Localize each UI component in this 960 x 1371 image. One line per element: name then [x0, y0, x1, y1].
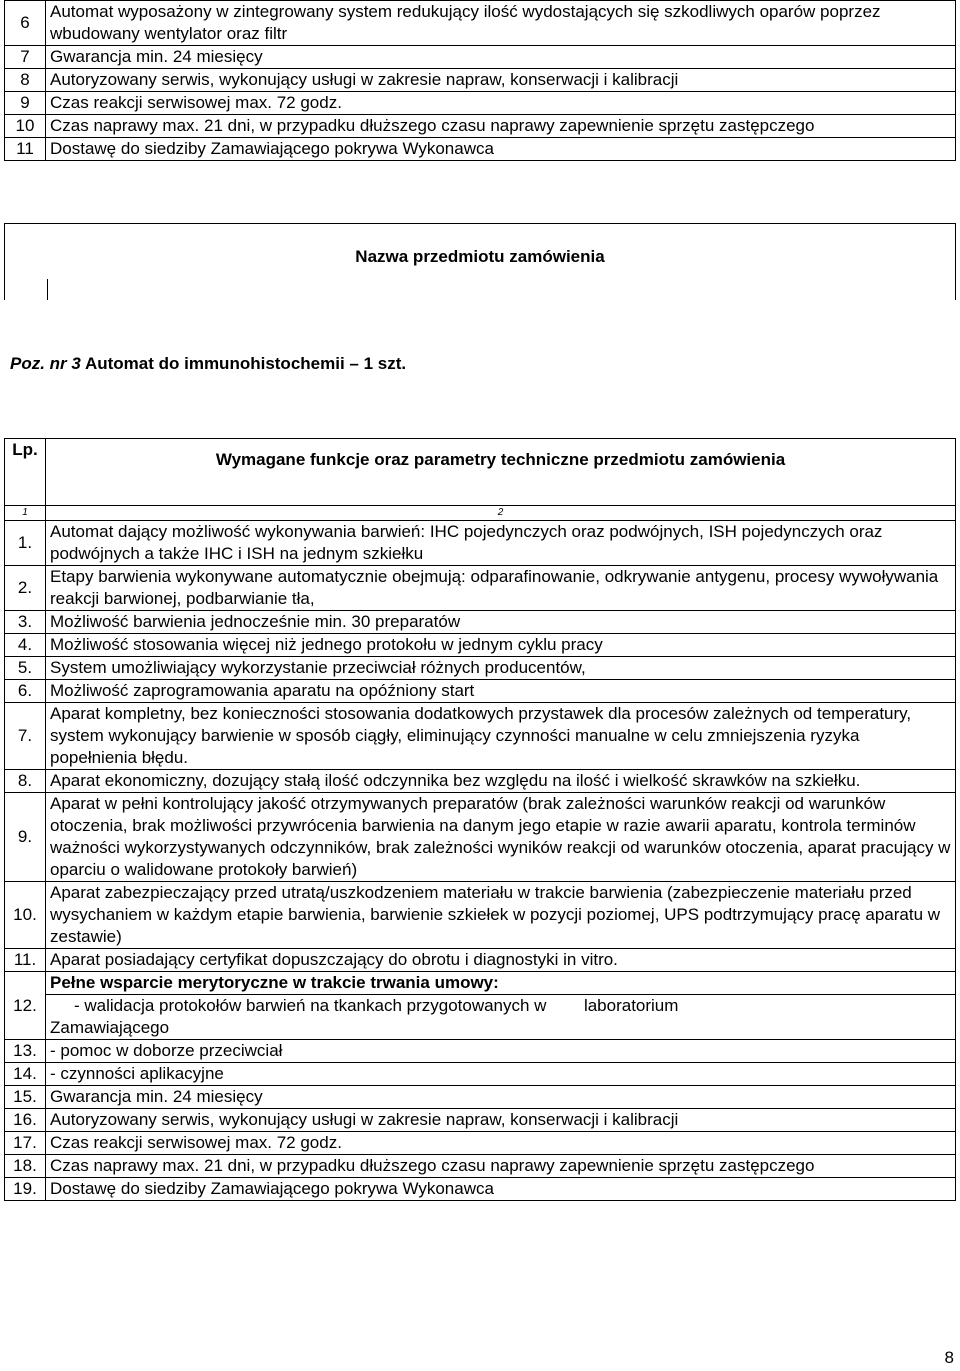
row-text: Autoryzowany serwis, wykonujący usługi w zakresie napraw, konserwacji i kalibracji	[46, 69, 956, 92]
position-title	[10, 353, 406, 375]
table-row	[5, 1040, 956, 1063]
row-number: 6	[5, 1, 46, 46]
top-table-body	[5, 1, 956, 161]
header-description: Wymagane funkcje oraz parametry techniczne przedmiotu zamówienia	[46, 439, 956, 506]
subject-heading-box	[4, 223, 956, 300]
row-text: System umożliwiający wykorzystanie przeciwciał różnych producentów,	[46, 657, 956, 680]
table-row	[5, 611, 956, 634]
row-text: Możliwość barwienia jednocześnie min. 30 preparatów	[46, 611, 956, 634]
requirements-table-continued	[4, 0, 956, 161]
row-text: Czas reakcji serwisowej max. 72 godz.	[46, 92, 956, 115]
row-text: Autoryzowany serwis, wykonujący usługi w zakresie napraw, konserwacji i kalibracji	[46, 1109, 956, 1132]
row-number: 4.	[5, 634, 46, 657]
table-row	[5, 566, 956, 611]
table-row	[5, 1155, 956, 1178]
row-text: Dostawę do siedziby Zamawiającego pokrywa Wykonawca	[46, 1178, 956, 1201]
row-text: Automat dający możliwość wykonywania barwień: IHC pojedynczych oraz podwójnych, ISH pojedynczych oraz podwójnych a także IHC i ISH na jednym szkiełku	[46, 521, 956, 566]
row-number: 8	[5, 69, 46, 92]
row-number: 9	[5, 92, 46, 115]
row12-text-c: Zamawiającego	[50, 1018, 170, 1037]
table-row	[5, 995, 956, 1040]
column-index-1: 1	[5, 506, 46, 521]
table-row	[5, 92, 956, 115]
row-text: Czas naprawy max. 21 dni, w przypadku dłuższego czasu naprawy zapewnienie sprzętu zastępczego	[46, 115, 956, 138]
table-row	[5, 69, 956, 92]
row-text: Aparat ekonomiczny, dozujący stałą ilość odczynnika bez względu na ilość i wielkość skrawków na szkiełku.	[46, 770, 956, 793]
table-row	[5, 1086, 956, 1109]
row-number: 8.	[5, 770, 46, 793]
table-row	[5, 793, 956, 882]
row-number: 13.	[5, 1040, 46, 1063]
row-text: Czas naprawy max. 21 dni, w przypadku dłuższego czasu naprawy zapewnienie sprzętu zastępczego	[46, 1155, 956, 1178]
row-number: 14.	[5, 1063, 46, 1086]
row-text: Aparat kompletny, bez konieczności stosowania dodatkowych przystawek dla procesów zależnych od temperatury, system wykonujący barwienie w sposób ciągły, eliminujący czynności manualne w celu zmniejszenia ryzyka popełnienia błędu.	[46, 703, 956, 770]
table-row	[5, 115, 956, 138]
row-text: Etapy barwienia wykonywane automatycznie obejmują: odparafinowanie, odkrywanie antygenu, procesy wywoływania reakcji barwionej, podbarwianie tła,	[46, 566, 956, 611]
header-lp: Lp.	[5, 439, 46, 506]
row-text: Dostawę do siedziby Zamawiającego pokrywa Wykonawca	[46, 138, 956, 161]
row-text: - czynności aplikacyjne	[46, 1063, 956, 1086]
table-row	[5, 657, 956, 680]
page-number: 8	[944, 1348, 954, 1367]
table-row	[5, 1, 956, 46]
row-number: 3.	[5, 611, 46, 634]
table-row	[5, 1109, 956, 1132]
row-text: Automat wyposażony w zintegrowany system redukujący ilość wydostających się szkodliwych oparów poprzez wbudowany wentylator oraz filtr	[46, 1, 956, 46]
support-heading: Pełne wsparcie merytoryczne w trakcie trwania umowy:	[46, 972, 956, 995]
table-row	[5, 1132, 956, 1155]
table-row	[5, 521, 956, 566]
table-row	[5, 680, 956, 703]
row-number: 16.	[5, 1109, 46, 1132]
table-header-row	[5, 439, 956, 506]
row-text	[46, 995, 956, 1040]
position-prefix: Poz. nr 3	[10, 354, 81, 373]
column-index-row	[5, 506, 956, 521]
row-text: Aparat w pełni kontrolujący jakość otrzymywanych preparatów (brak zależności warunków reakcji od warunków otoczenia, brak możliwości przywrócenia barwienia na danym jego etapie w razie awarii aparatu, kontrola terminów ważności wykorzystywanych odczynników, brak zależności wyników reakcji od warunków otoczenia, aparat pracujący w oparciu o walidowane protokoły barwień)	[46, 793, 956, 882]
row12-text-b: laboratorium	[583, 996, 679, 1015]
row-number: 7	[5, 46, 46, 69]
row-number: 1.	[5, 521, 46, 566]
row-number: 11.	[5, 949, 46, 972]
table-row	[5, 770, 956, 793]
row-number: 11	[5, 138, 46, 161]
row-text: Aparat posiadający certyfikat dopuszczający do obrotu i diagnostyki in vitro.	[46, 949, 956, 972]
row-number: 17.	[5, 1132, 46, 1155]
table-row	[5, 634, 956, 657]
row-text: Gwarancja min. 24 miesięcy	[46, 1086, 956, 1109]
row-number: 10	[5, 115, 46, 138]
table-row	[5, 882, 956, 949]
row-number: 7.	[5, 703, 46, 770]
column-divider	[47, 279, 48, 300]
row-number: 2.	[5, 566, 46, 611]
table-row	[5, 972, 956, 995]
table-row	[5, 138, 956, 161]
row-text: Możliwość stosowania więcej niż jednego protokołu w jednym cyklu pracy	[46, 634, 956, 657]
requirements-table-tail	[5, 1040, 956, 1201]
row-text: - pomoc w doborze przeciwciał	[46, 1040, 956, 1063]
row-number: 12.	[5, 972, 46, 1040]
row-number: 19.	[5, 1178, 46, 1201]
row-number: 15.	[5, 1086, 46, 1109]
table-row	[5, 46, 956, 69]
table-row	[5, 949, 956, 972]
row-text: Możliwość zaprogramowania aparatu na opóźniony start	[46, 680, 956, 703]
requirements-table	[4, 438, 956, 1201]
row-text: Aparat zabezpieczający przed utratą/uszkodzeniem materiału w trakcie barwienia (zabezpieczenie materiału przed wysychaniem w każdym etapie barwienia, barwienie szkiełek w pozycji poziomej, UPS podtrzymujący pracę aparatu w zestawie)	[46, 882, 956, 949]
requirements-table-body	[5, 521, 956, 972]
position-name: Automat do immunohistochemii – 1 szt.	[84, 354, 407, 373]
table-row	[5, 703, 956, 770]
column-index-2: 2	[46, 506, 956, 521]
row-number: 9.	[5, 793, 46, 882]
row-text: Gwarancja min. 24 miesięcy	[46, 46, 956, 69]
row-number: 10.	[5, 882, 46, 949]
row12-text-a: - walidacja protokołów barwień na tkankach przygotowanych w	[74, 996, 547, 1015]
row-number: 18.	[5, 1155, 46, 1178]
row-text: Czas reakcji serwisowej max. 72 godz.	[46, 1132, 956, 1155]
table-row	[5, 1063, 956, 1086]
row-number: 5.	[5, 657, 46, 680]
subject-heading: Nazwa przedmiotu zamówienia	[355, 247, 605, 266]
row-number: 6.	[5, 680, 46, 703]
table-row	[5, 1178, 956, 1201]
